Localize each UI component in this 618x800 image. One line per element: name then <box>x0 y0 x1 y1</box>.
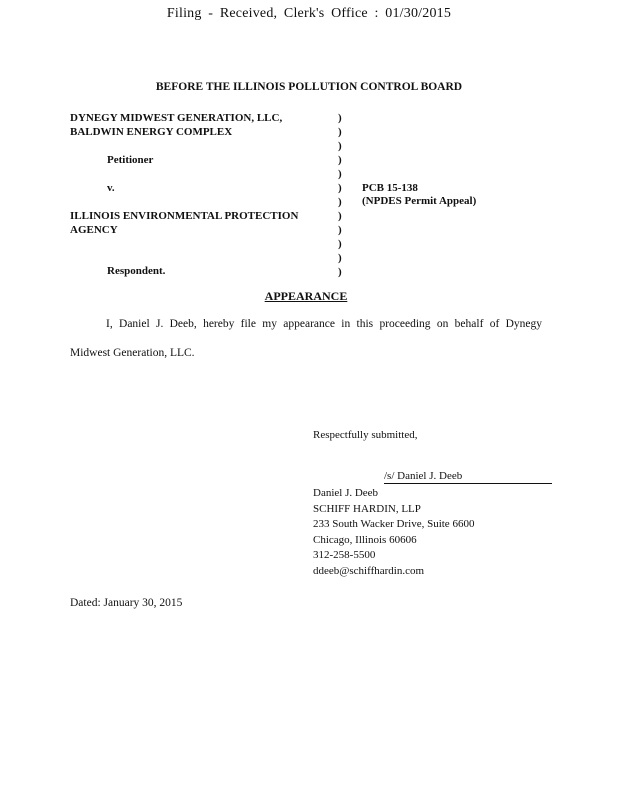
caption-paren: ) <box>338 154 342 166</box>
case-number: PCB 15-138 <box>362 182 418 194</box>
case-type: (NPDES Permit Appeal) <box>362 195 477 207</box>
signer-email: ddeeb@schiffhardin.com <box>313 564 425 577</box>
signer-phone: 312-258-5500 <box>313 549 376 561</box>
signer-block <box>313 486 474 579</box>
signer-firm: SCHIFF HARDIN, LLP <box>313 502 421 515</box>
petitioner-label: Petitioner <box>107 154 154 166</box>
dated-line: Dated: January 30, 2015 <box>70 597 183 609</box>
caption-paren: ) <box>338 210 342 222</box>
signature-line <box>384 469 552 484</box>
caption-paren: ) <box>338 252 342 264</box>
caption-paren: ) <box>338 196 342 208</box>
filing-stamp: Filing - Received, Clerk's Office : 01/30/2015 <box>166 6 452 21</box>
versus-label: v. <box>107 182 115 194</box>
caption-paren: ) <box>338 224 342 236</box>
caption-paren: ) <box>338 182 342 194</box>
caption-paren: ) <box>338 168 342 180</box>
signer-address-line1: 233 South Wacker Drive, Suite 6600 <box>313 518 475 530</box>
respondent-name-line2: AGENCY <box>70 224 118 236</box>
appearance-body-line2: Midwest Generation, LLC. <box>70 347 195 359</box>
appearance-heading: APPEARANCE <box>264 289 348 303</box>
caption-paren: ) <box>338 126 342 138</box>
caption-paren: ) <box>338 238 342 250</box>
caption-paren: ) <box>338 140 342 152</box>
petitioner-name-line1: DYNEGY MIDWEST GENERATION, LLC, <box>70 112 283 124</box>
caption-paren: ) <box>338 112 342 124</box>
closing-text: Respectfully submitted, <box>313 429 418 441</box>
signer-address-line2: Chicago, Illinois 60606 <box>313 533 417 546</box>
board-title: BEFORE THE ILLINOIS POLLUTION CONTROL BOARD <box>155 81 463 93</box>
electronic-signature: /s/ Daniel J. Deeb <box>384 470 463 482</box>
respondent-label: Respondent. <box>107 265 166 277</box>
signer-name: Daniel J. Deeb <box>313 487 379 499</box>
appearance-body-line1: I, Daniel J. Deeb, hereby file my appearance in this proceeding on behalf of Dynegy <box>106 318 542 330</box>
respondent-name-line1: ILLINOIS ENVIRONMENTAL PROTECTION <box>70 210 299 222</box>
caption-paren: ) <box>338 266 342 278</box>
petitioner-name-line2: BALDWIN ENERGY COMPLEX <box>70 126 233 138</box>
caption-parenthesis-column <box>338 111 342 279</box>
